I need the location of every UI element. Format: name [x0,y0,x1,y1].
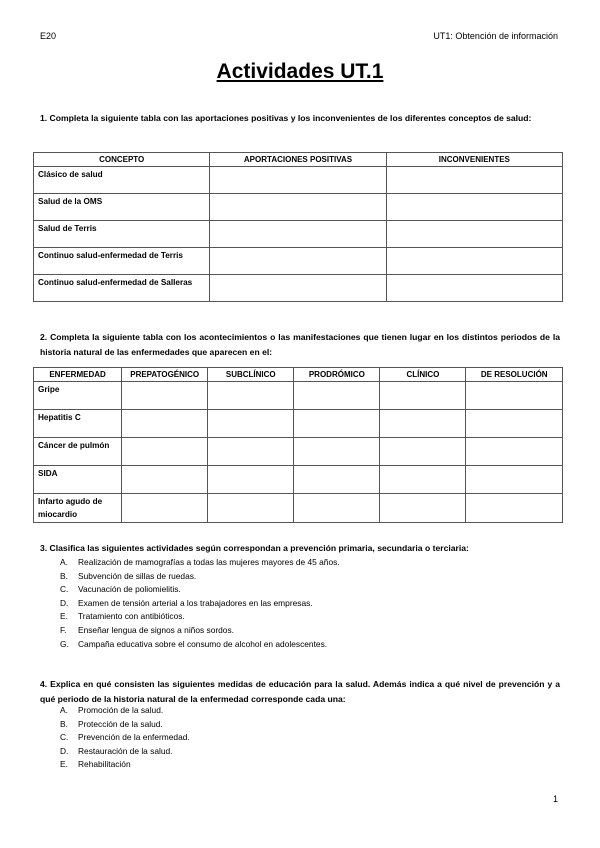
list-text: Promoción de la salud. [78,705,164,715]
answer-cell[interactable] [294,494,380,523]
row-label: Continuo salud-enfermedad de Salleras [34,275,210,302]
list-text: Subvención de sillas de ruedas. [78,570,197,581]
list-letter: B. [60,570,68,581]
list-text: Enseñar lengua de signos a niños sordos. [78,624,234,635]
answer-cell[interactable] [466,466,563,494]
list-item [60,638,340,652]
answer-cell[interactable] [386,275,562,302]
list-item [60,610,340,624]
table-row [34,194,563,221]
answer-cell[interactable] [386,194,562,221]
list-text: Tratamiento con antibióticos. [78,611,185,622]
column-header: SUBCLÍNICO [208,368,294,382]
list-item [60,718,190,732]
question-3-list [60,556,340,651]
answer-cell[interactable] [466,410,563,438]
column-header: APORTACIONES POSITIVAS [210,153,386,167]
answer-cell[interactable] [386,248,562,275]
table-row [34,438,563,466]
row-label: Hepatitis C [34,410,122,438]
answer-cell[interactable] [210,275,386,302]
header-right: UT1: Obtención de información [433,31,558,41]
answer-cell[interactable] [210,221,386,248]
diseases-table [33,367,563,523]
list-item [60,597,340,611]
column-header: ENFERMEDAD [34,368,122,382]
row-label: Clásico de salud [34,167,210,194]
question-4-list [60,704,190,772]
list-text: Campaña educativa sobre el consumo de alcohol en adolescentes. [78,638,328,649]
row-label: Salud de Terris [34,221,210,248]
list-letter: E. [60,611,68,622]
row-label: SIDA [34,466,122,494]
list-letter: C. [60,732,69,743]
answer-cell[interactable] [466,494,563,523]
page-title: Actividades UT.1 [216,60,384,83]
list-text: Prevención de la enfermedad. [78,732,190,743]
list-item [60,583,340,597]
table-header-row [34,153,563,167]
table-row [34,382,563,410]
concepts-table [33,152,563,302]
answer-cell[interactable] [466,382,563,410]
answer-cell[interactable] [294,466,380,494]
answer-cell[interactable] [208,494,294,523]
answer-cell[interactable] [294,382,380,410]
list-letter: F. [60,624,67,635]
header-left: E20 [40,31,57,41]
list-item [60,758,190,772]
answer-cell[interactable] [380,382,466,410]
answer-cell[interactable] [208,410,294,438]
row-label: Salud de la OMS [34,194,210,221]
list-text: Protección de la salud. [78,718,163,729]
table-row [34,494,563,523]
question-1: 1. Completa la siguiente tabla con las aportaciones positivas y los inconvenientes de los diferentes conceptos de salud: [40,113,532,123]
list-text: Examen de tensión arterial a los trabajadores en las empresas. [78,597,313,608]
question-4: 4. Explica en qué consisten las siguientes medidas de educación para la salud. Además indica a qué nivel de prevención y a qué periodo de la historia natural de la enfermedad corresponde cada una: [40,679,560,704]
list-item [60,731,190,745]
answer-cell[interactable] [466,438,563,466]
list-text: Restauración de la salud. [78,745,173,756]
list-item [60,556,340,570]
list-letter: E. [60,759,68,770]
answer-cell[interactable] [380,410,466,438]
column-header: INCONVENIENTES [386,153,562,167]
answer-cell[interactable] [208,382,294,410]
table-row [34,466,563,494]
table-row [34,410,563,438]
answer-cell[interactable] [210,167,386,194]
answer-cell[interactable] [210,194,386,221]
list-letter: A. [60,705,68,715]
column-header: PRODRÓMICO [294,368,380,382]
answer-cell[interactable] [380,494,466,523]
table-row [34,221,563,248]
table-row [34,275,563,302]
list-item [60,624,340,638]
row-label: Cáncer de pulmón [34,438,122,466]
answer-cell[interactable] [386,221,562,248]
column-header: DE RESOLUCIÓN [466,368,563,382]
table-header-row [34,368,563,382]
list-item [60,745,190,759]
list-letter: B. [60,718,68,729]
page-number: 1 [553,794,559,804]
answer-cell[interactable] [380,438,466,466]
answer-cell[interactable] [294,410,380,438]
answer-cell[interactable] [122,494,208,523]
row-label: Continuo salud-enfermedad de Terris [34,248,210,275]
list-letter: D. [60,745,69,756]
answer-cell[interactable] [122,466,208,494]
list-item [60,570,340,584]
list-item [60,704,190,718]
answer-cell[interactable] [122,438,208,466]
list-text: Rehabilitación [78,759,131,770]
answer-cell[interactable] [208,438,294,466]
answer-cell[interactable] [380,466,466,494]
column-header: CONCEPTO [34,153,210,167]
answer-cell[interactable] [122,382,208,410]
answer-cell[interactable] [294,438,380,466]
list-letter: A. [60,557,68,567]
table-row [34,248,563,275]
table-row [34,167,563,194]
answer-cell[interactable] [386,167,562,194]
column-header: PREPATOGÉNICO [122,368,208,382]
list-letter: D. [60,597,69,608]
answer-cell[interactable] [208,466,294,494]
list-letter: G. [60,638,69,649]
answer-cell[interactable] [122,410,208,438]
column-header: CLÍNICO [380,368,466,382]
list-text: Realización de mamografías a todas las mujeres mayores de 45 años. [78,557,340,567]
list-text: Vacunación de poliomielitis. [78,584,181,595]
row-label: Infarto agudo de miocardio [34,494,122,523]
list-letter: C. [60,584,69,595]
answer-cell[interactable] [210,248,386,275]
question-2: 2. Completa la siguiente tabla con los acontecimientos o las manifestaciones que tienen lugar en los distintos periodos de la historia natural de las enfermedades que aparecen en el: [40,332,560,357]
row-label: Gripe [34,382,122,410]
question-3: 3. Clasifica las siguientes actividades según correspondan a prevención primaria, secundaria o terciaria: [40,543,469,553]
